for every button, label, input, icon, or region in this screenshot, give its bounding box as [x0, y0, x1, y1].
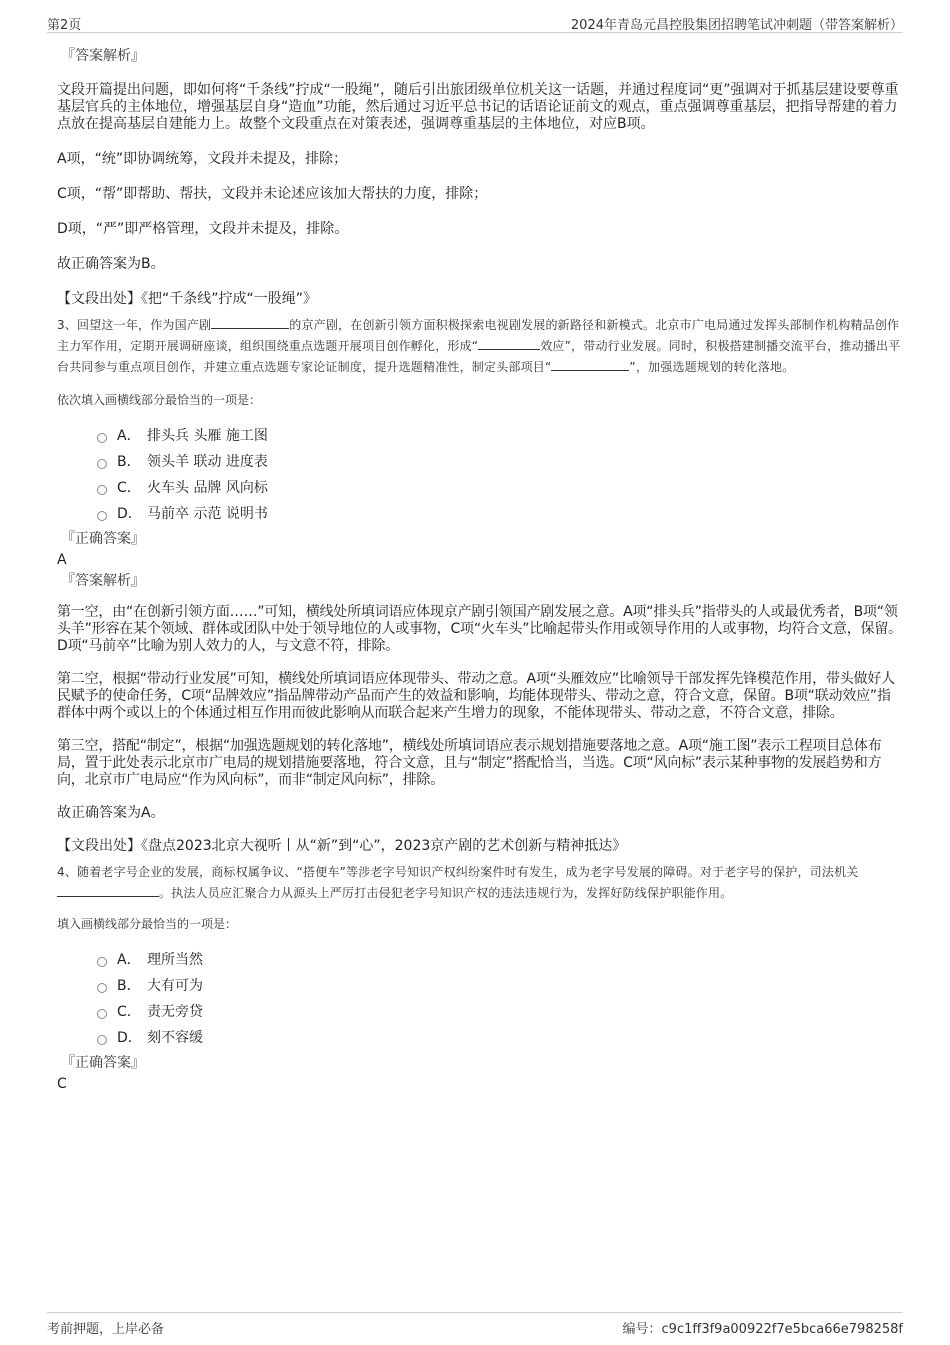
- question-4-text-2: 。执法人员应汇聚合力从源头上严厉打击侵犯老字号知识产权的违法违规行为，发挥好防线保护职能作用。: [159, 886, 733, 900]
- option-a[interactable]: [97, 946, 902, 972]
- blank-3: [551, 358, 629, 371]
- analysis-item-c: C项，“帮”即帮助、帮扶，文段并未论述应该加大帮扶的力度，排除；: [57, 186, 488, 202]
- question-3-text-3: 效应”，带动行业发展。同时，积极搭建制播交流平台，推动播出平台共同参与重点项目创作，并建立重点选题专家论证制度，提升选题精准性，制定头部项目“: [57, 339, 901, 374]
- question-4-prompt: 填入画横线部分最恰当的一项是：: [57, 917, 238, 931]
- option-c[interactable]: [97, 474, 902, 500]
- radio-button[interactable]: [97, 485, 107, 495]
- radio-button[interactable]: [97, 1035, 107, 1045]
- page-header: [47, 12, 903, 33]
- correct-answer-label: 『正确答案』: [61, 1055, 145, 1071]
- option-letter: A．: [117, 952, 141, 968]
- radio-button[interactable]: [97, 459, 107, 469]
- document-title: 2024年青岛元昌控股集团招聘笔试冲刺题（带答案解析）: [570, 18, 903, 33]
- option-text: 责无旁贷: [147, 1004, 203, 1020]
- option-b[interactable]: [97, 972, 902, 998]
- analysis-conclusion: 故正确答案为A。: [57, 805, 165, 821]
- option-a[interactable]: [97, 422, 902, 448]
- blank-2: [478, 337, 540, 350]
- option-letter: C．: [117, 480, 141, 496]
- analysis-item-d: D项，“严”即严格管理，文段并未提及，排除。: [57, 221, 349, 237]
- question-4-options: [57, 946, 902, 1050]
- option-text: 大有可为: [147, 978, 203, 994]
- option-d[interactable]: [97, 1024, 902, 1050]
- question-3-text-1: 3、回望这一年，作为国产剧: [57, 318, 212, 332]
- option-text: 刻不容缓: [147, 1030, 203, 1046]
- correct-answer: C: [57, 1076, 67, 1092]
- correct-answer: A: [57, 552, 67, 568]
- analysis-label: 『答案解析』: [61, 48, 145, 64]
- option-text: 理所当然: [147, 952, 203, 968]
- option-text: 马前卒 示范 说明书: [147, 506, 268, 522]
- option-letter: D．: [117, 506, 142, 522]
- radio-button[interactable]: [97, 433, 107, 443]
- analysis-paragraph-1: 第一空，由“在创新引领方面……”可知，横线处所填词语应体现京产剧引领国产剧发展之意。A项“排头兵”指带头的人或最优秀者，B项“领头羊”形容在某个领域、群体或团队中处于领导地位的人或事物，C项“火车头”比喻起带头作用或领导作用的人或事物，均符合文意，保留。D项“马前卒”比喻为别人效力的人，与文意不符，排除。: [57, 604, 902, 654]
- page-number: 第2页: [47, 18, 82, 33]
- question-3-stem: [57, 315, 902, 378]
- option-text: 排头兵 头雁 施工图: [147, 428, 268, 444]
- analysis-paragraph-2: 第二空，根据“带动行业发展”可知，横线处所填词语应体现带头、带动之意。A项“头雁效应”比喻领导干部发挥先锋模范作用，带头做好人民赋予的使命任务，C项“品牌效应”指品牌带动产品而产生的效益和影响，均能体现带头、带动之意，符合文意，保留。B项“联动效应”指群体中两个或以上的个体通过相互作用而彼此影响从而联合起来产生增力的现象，不能体现带头、带动之意，不符合文意，排除。: [57, 671, 895, 721]
- radio-button[interactable]: [97, 1009, 107, 1019]
- analysis-conclusion: 故正确答案为B。: [57, 256, 165, 272]
- option-letter: D．: [117, 1030, 142, 1046]
- source-citation: 【文段出处】《盘点2023北京大视听丨从“新”到“心”，2023京产剧的艺术创新与精神抵达》: [57, 838, 627, 854]
- analysis-label: 『答案解析』: [61, 573, 145, 589]
- source-citation: 【文段出处】《把“千条线”拧成“一股绳”》: [57, 291, 318, 307]
- radio-button[interactable]: [97, 957, 107, 967]
- correct-answer-label: 『正确答案』: [61, 531, 145, 547]
- question-3-prompt: 依次填入画横线部分最恰当的一项是：: [57, 393, 262, 407]
- option-letter: B．: [117, 978, 141, 994]
- option-text: 火车头 品牌 风向标: [147, 480, 268, 496]
- option-letter: A．: [117, 428, 141, 444]
- question-4-text-1: 4、随着老字号企业的发展，商标权属争议、“搭便车”等涉老字号知识产权纠纷案件时有发生，成为老字号发展的障碍。对于老字号的保护，司法机关: [57, 865, 859, 879]
- option-letter: C．: [117, 1004, 141, 1020]
- option-c[interactable]: [97, 998, 902, 1024]
- option-b[interactable]: [97, 448, 902, 474]
- option-text: 领头羊 联动 进度表: [147, 454, 268, 470]
- analysis-paragraph: 文段开篇提出问题，即如何将“千条线”拧成“一股绳”，随后引出旅团级单位机关这一话题，并通过程度词“更”强调对于抓基层建设要尊重基层官兵的主体地位，增强基层自身“造血”功能，然后通过习近平总书记的话语论证前文的观点，重点强调尊重基层，把指导帮建的着力点放在提高基层自建能力上。故整个文段重点在对策表述，强调尊重基层的主体地位，对应B项。: [57, 82, 899, 132]
- blank-1: [57, 884, 159, 897]
- question-3-text-4: ”，加强选题规划的转化落地。: [629, 360, 795, 374]
- analysis-item-a: A项，“统”即协调统筹，文段并未提及，排除；: [57, 151, 348, 167]
- question-3-options: [57, 422, 902, 526]
- question-3-text-2: 的京产剧，在创新引领方面积极探索电视剧发展的新路径和新模式。北京市广电局通过发挥头部制作机构精品创作主力军作用，定期开展调研座谈，组织围绕重点选题开展项目创作孵化，形成“: [57, 318, 900, 353]
- page-content: [57, 44, 902, 1094]
- radio-button[interactable]: [97, 511, 107, 521]
- radio-button[interactable]: [97, 983, 107, 993]
- page-footer: [47, 1312, 903, 1337]
- question-4-stem: [57, 862, 902, 904]
- document-code: 编号：c9c1ff3f9a00922f7e5bca66e798258f: [622, 1322, 903, 1337]
- analysis-paragraph-3: 第三空，搭配“制定”，根据“加强选题规划的转化落地”，横线处所填词语应表示规划措施要落地之意。A项“施工图”表示工程项目总体布局，置于此处表示北京市广电局的规划措施要落地，符合文意，且与“制定”搭配恰当，当选。C项“风向标”表示某种事物的发展趋势和方向，北京市广电局应“作为风向标”，而非“制定风向标”，排除。: [57, 738, 882, 788]
- option-letter: B．: [117, 454, 141, 470]
- footer-slogan: 考前押题，上岸必备: [47, 1322, 165, 1337]
- option-d[interactable]: [97, 500, 902, 526]
- blank-1: [211, 316, 289, 329]
